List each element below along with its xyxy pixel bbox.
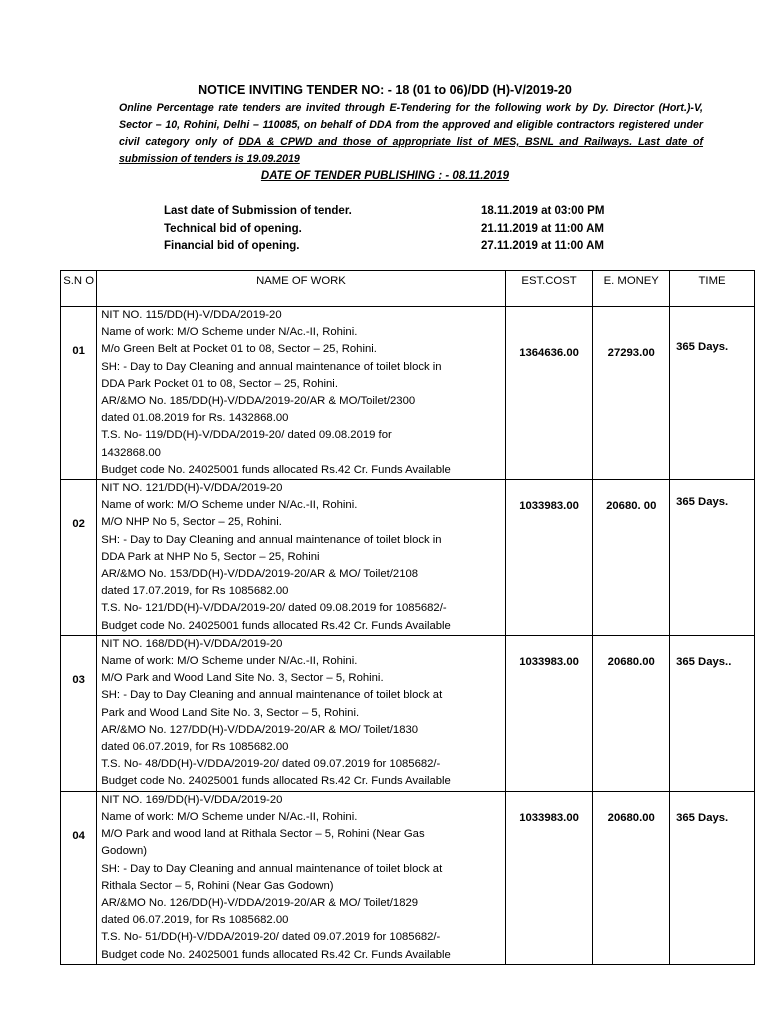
row-time-text: 365 Days. (676, 496, 729, 509)
key-dates (164, 205, 644, 258)
work-line: AR/&MO No. 153/DD(H)-V/DDA/2019-20/AR & MO/ Toilet/2108 (101, 568, 419, 581)
row-emd (593, 791, 670, 964)
header-time: TIME (670, 271, 755, 307)
publish-date: DATE OF TENDER PUBLISHING : - 08.11.2019 (260, 170, 510, 182)
work-line: M/O Park and wood land at Rithala Sector – 5, Rohini (Near Gas (101, 828, 425, 841)
header-cost: EST.COST (505, 271, 593, 307)
work-line: Budget code No. 24025001 funds allocated Rs.42 Cr. Funds Available (101, 948, 451, 961)
date-label: Technical bid of opening. (164, 222, 302, 235)
work-line: DDA Park Pocket 01 to 08, Sector – 25, Rohini. (101, 377, 338, 390)
row-cost-text: 1033983.00 (519, 811, 579, 824)
work-line: dated 06.07.2019, for Rs 1085682.00 (101, 914, 289, 927)
header-sn: S.N O (61, 271, 97, 307)
row-cost (505, 791, 593, 964)
row-time (670, 635, 755, 791)
row-cost (505, 480, 593, 636)
intro-underlined-text: DDA & CPWD and those of appropriate list of MES, BSNL and Railways. Last date of submission of tenders is 19.09.2019 (119, 136, 704, 165)
table-row (61, 791, 755, 964)
work-line: NIT NO. 168/DD(H)-V/DDA/2019-20 (101, 637, 283, 650)
notice-title: NOTICE INVITING TENDER NO: - 18 (01 to 06)/DD (H)-V/2019-20 (198, 83, 572, 97)
work-line: dated 06.07.2019, for Rs 1085682.00 (101, 741, 289, 754)
date-row (164, 240, 644, 258)
work-line: AR/&MO No. 185/DD(H)-V/DDA/2019-20/AR & MO/Toilet/2300 (101, 395, 416, 408)
date-row (164, 205, 644, 223)
work-line: AR/&MO No. 126/DD(H)-V/DDA/2019-20/AR & MO/ Toilet/1829 (101, 896, 419, 909)
table-row (61, 307, 755, 480)
work-line: Rithala Sector – 5, Rohini (Near Gas Godown) (101, 879, 334, 892)
row-emd (593, 307, 670, 480)
row-time-text: 365 Days. (676, 341, 729, 353)
work-line: Budget code No. 24025001 funds allocated Rs.42 Cr. Funds Available (101, 775, 451, 788)
row-time (670, 307, 755, 480)
work-line: SH: - Day to Day Cleaning and annual maintenance of toilet block at (101, 689, 443, 702)
work-line: dated 17.07.2019, for Rs 1085682.00 (101, 585, 289, 598)
row-sn-text: 03 (72, 673, 85, 686)
work-line: M/O NHP No 5, Sector – 25, Rohini. (101, 516, 282, 529)
row-sn-text: 01 (72, 345, 85, 357)
work-line: Name of work: M/O Scheme under N/Ac.-II, Rohini. (101, 655, 358, 668)
row-cost-text: 1033983.00 (519, 500, 579, 513)
row-emd (593, 635, 670, 791)
work-line: NIT NO. 169/DD(H)-V/DDA/2019-20 (101, 793, 283, 806)
row-emd-text: 20680. 00 (606, 500, 657, 513)
work-line: Name of work: M/O Scheme under N/Ac.-II, Rohini. (101, 326, 358, 339)
work-line: DDA Park at NHP No 5, Sector – 25, Rohini (101, 550, 320, 563)
row-time (670, 480, 755, 636)
work-line: NIT NO. 121/DD(H)-V/DDA/2019-20 (101, 482, 283, 495)
row-cost-text: 1364636.00 (519, 347, 579, 359)
date-value: 18.11.2019 at 03:00 PM (481, 205, 605, 217)
work-line: 1432868.00 (101, 446, 161, 459)
intro-text: Online Percentage rate tenders are invited through E-Tendering for the following work by Dy. Director (Hort.)-V, Sector – 10, Rohini, Delhi – 110085, on behalf of DDA from the approved and eligible contractors registered under civil category only of (119, 102, 703, 148)
work-line: Budget code No. 24025001 funds allocated Rs.42 Cr. Funds Available (101, 619, 451, 632)
table-row (61, 635, 755, 791)
row-emd-text: 27293.00 (607, 347, 655, 359)
work-line: SH: - Day to Day Cleaning and annual maintenance of toilet block in (101, 360, 442, 373)
row-sn-text: 02 (72, 518, 85, 531)
row-time (670, 791, 755, 964)
row-cost (505, 307, 593, 480)
work-line: T.S. No- 119/DD(H)-V/DDA/2019-20/ dated 09.08.2019 for (101, 429, 392, 442)
date-label: Financial bid of opening. (164, 240, 300, 252)
work-line: SH: - Day to Day Cleaning and annual maintenance of toilet block at (101, 862, 443, 875)
row-time-text: 365 Days.. (676, 655, 732, 668)
date-value: 27.11.2019 at 11:00 AM (481, 240, 604, 252)
row-cost (505, 635, 593, 791)
intro-paragraph (119, 100, 703, 168)
work-line: Name of work: M/O Scheme under N/Ac.-II, Rohini. (101, 499, 358, 512)
row-sn (61, 635, 97, 791)
work-line: AR/&MO No. 127/DD(H)-V/DDA/2019-20/AR & MO/ Toilet/1830 (101, 723, 419, 736)
row-time-text: 365 Days. (676, 811, 729, 824)
work-line: T.S. No- 51/DD(H)-V/DDA/2019-20/ dated 09.07.2019 for 1085682/- (101, 931, 441, 944)
work-line: M/o Green Belt at Pocket 01 to 08, Sector – 25, Rohini. (101, 343, 377, 356)
row-work (97, 307, 505, 480)
table-header-row (61, 271, 755, 307)
work-line: T.S. No- 121/DD(H)-V/DDA/2019-20/ dated 09.08.2019 for 1085682/- (101, 602, 447, 615)
date-row (164, 223, 644, 241)
work-line: NIT NO. 115/DD(H)-V/DDA/2019-20 (101, 309, 282, 321)
work-line: Godown) (101, 845, 148, 858)
work-line: SH: - Day to Day Cleaning and annual maintenance of toilet block in (101, 533, 442, 546)
row-sn (61, 307, 97, 480)
row-work (97, 635, 505, 791)
table-row (61, 480, 755, 636)
row-sn (61, 480, 97, 636)
date-value: 21.11.2019 at 11:00 AM (481, 222, 604, 235)
row-cost-text: 1033983.00 (519, 655, 579, 668)
tender-table (60, 270, 755, 965)
header-work: NAME OF WORK (97, 271, 505, 307)
work-line: T.S. No- 48/DD(H)-V/DDA/2019-20/ dated 09.07.2019 for 1085682/- (101, 758, 441, 771)
work-line: Name of work: M/O Scheme under N/Ac.-II, Rohini. (101, 810, 358, 823)
work-line: Park and Wood Land Site No. 3, Sector – 5, Rohini. (101, 706, 360, 719)
row-emd-text: 20680.00 (607, 655, 655, 668)
row-sn (61, 791, 97, 964)
work-line: M/O Park and Wood Land Site No. 3, Sector – 5, Rohini. (101, 672, 384, 685)
row-work (97, 791, 505, 964)
work-line: Budget code No. 24025001 funds allocated Rs.42 Cr. Funds Available (101, 463, 451, 476)
row-emd-text: 20680.00 (607, 811, 655, 824)
row-emd (593, 480, 670, 636)
date-label: Last date of Submission of tender. (164, 205, 352, 217)
row-sn-text: 04 (72, 829, 85, 842)
header-emd: E. MONEY (593, 271, 670, 307)
work-line: dated 01.08.2019 for Rs. 1432868.00 (101, 412, 289, 425)
row-work (97, 480, 505, 636)
